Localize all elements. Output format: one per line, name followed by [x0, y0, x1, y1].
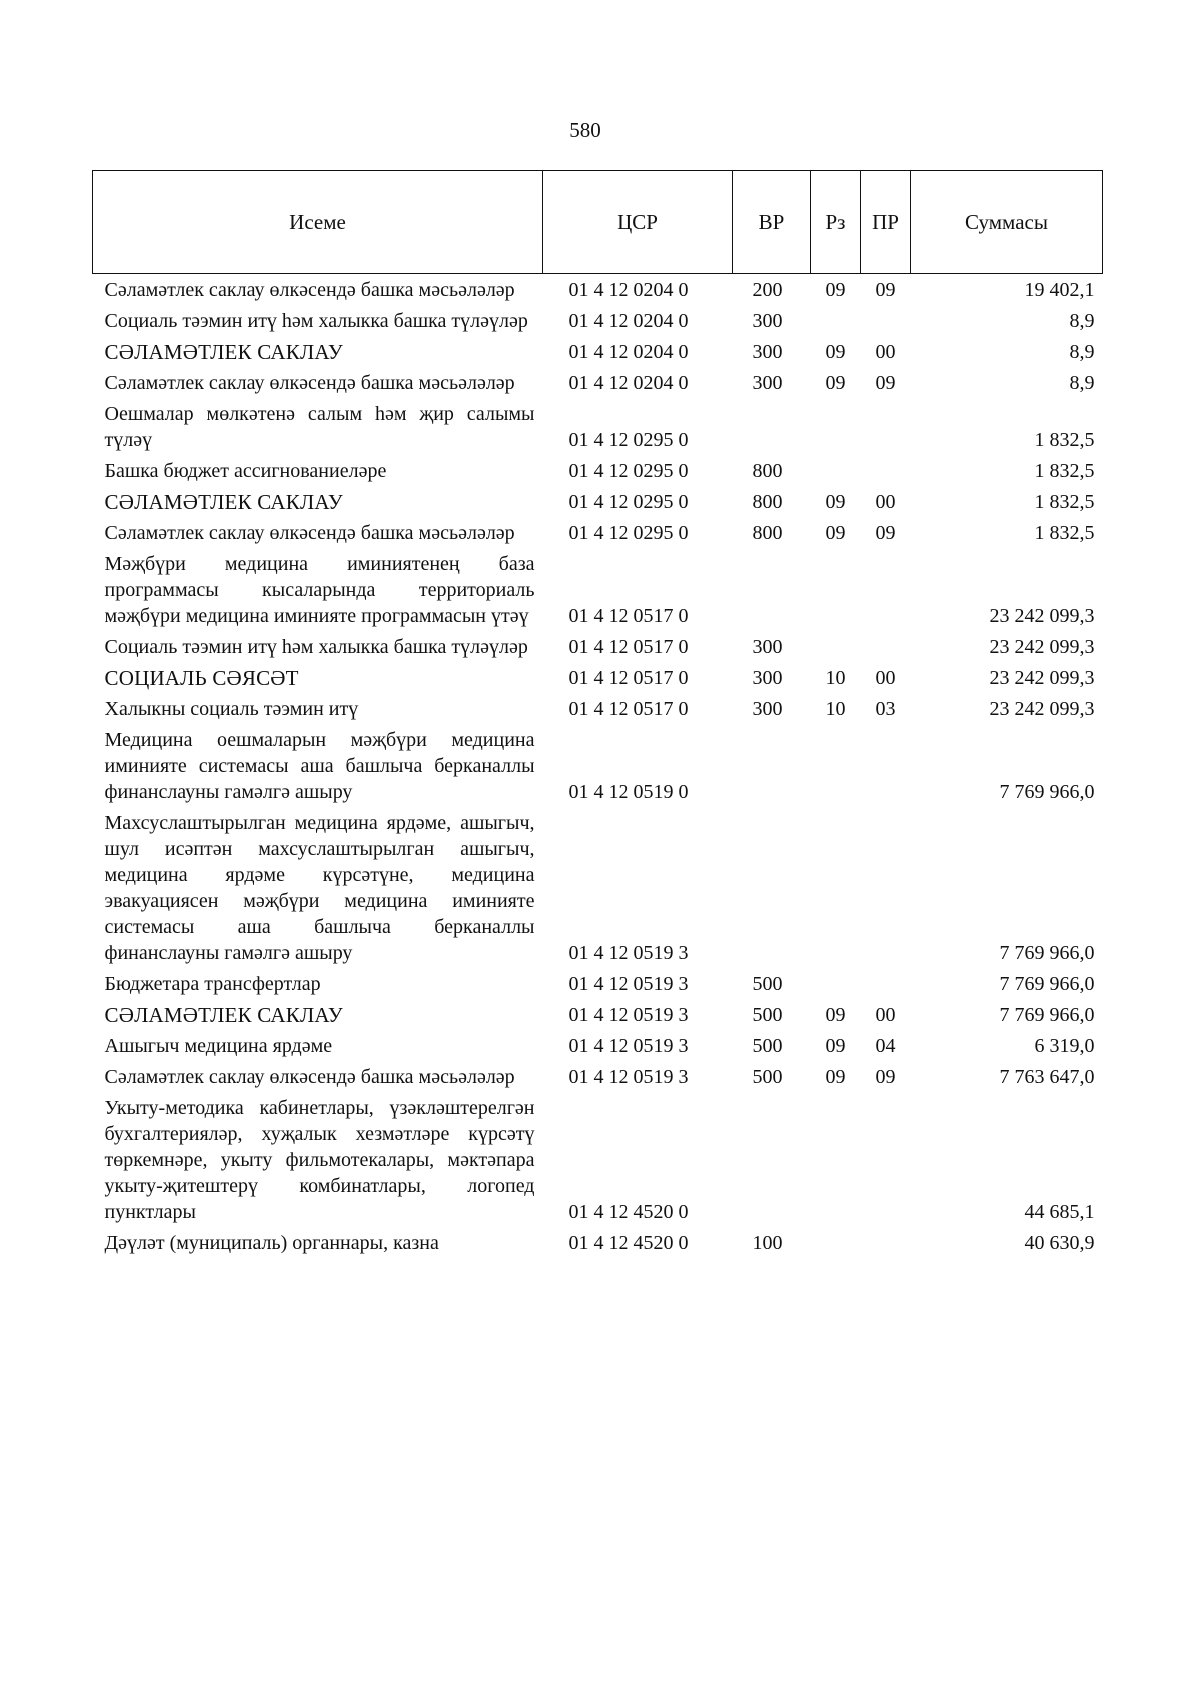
cell-pr [861, 724, 911, 807]
cell-name: Социаль тәэмин итү һәм халыкка башка түләүләр [104, 636, 528, 658]
cell-sum: 8,9 [1069, 310, 1095, 332]
table-row [93, 486, 1103, 517]
cell-pr [861, 398, 911, 455]
cell-rz [811, 1227, 861, 1258]
cell-sum: 7 769 966,0 [999, 1004, 1095, 1026]
cell-sum: 7 763 647,0 [999, 1066, 1095, 1088]
cell-csr: 01 4 12 0517 0 [568, 636, 689, 658]
table-row [93, 548, 1103, 631]
cell-name: Башка бюджет ассигнованиеләре [104, 460, 387, 482]
table-row [93, 999, 1103, 1030]
cell-pr: 09 [875, 372, 896, 394]
cell-rz [811, 455, 861, 486]
cell-pr [861, 548, 911, 631]
cell-vr: 500 [752, 1035, 783, 1057]
cell-vr: 800 [752, 522, 783, 544]
header-name: Исеме [93, 171, 543, 274]
cell-rz [811, 968, 861, 999]
cell-csr: 01 4 12 4520 0 [568, 1232, 689, 1254]
cell-rz [811, 724, 861, 807]
cell-pr: 00 [875, 341, 896, 363]
cell-vr: 300 [752, 341, 783, 363]
cell-sum: 8,9 [1069, 372, 1095, 394]
cell-csr: 01 4 12 0295 0 [568, 522, 689, 544]
cell-vr [733, 398, 811, 455]
cell-rz: 09 [825, 279, 846, 301]
cell-vr: 300 [752, 698, 783, 720]
cell-rz: 09 [825, 522, 846, 544]
table-row [93, 1227, 1103, 1258]
table-row [93, 724, 1103, 807]
cell-vr [733, 1092, 811, 1227]
cell-sum: 23 242 099,3 [989, 698, 1095, 720]
cell-vr: 500 [752, 1004, 783, 1026]
table-row [93, 517, 1103, 548]
cell-vr [733, 548, 811, 631]
table-row [93, 693, 1103, 724]
cell-sum: 44 685,1 [1024, 1201, 1095, 1223]
table-row [93, 807, 1103, 968]
header-csr: ЦСР [543, 171, 733, 274]
cell-pr: 00 [875, 667, 896, 689]
table-body [93, 274, 1103, 1259]
cell-csr: 01 4 12 4520 0 [568, 1201, 689, 1223]
cell-csr: 01 4 12 0204 0 [568, 279, 689, 301]
cell-csr: 01 4 12 0519 0 [568, 781, 689, 803]
cell-csr: 01 4 12 0204 0 [568, 372, 689, 394]
cell-pr: 09 [875, 522, 896, 544]
cell-sum: 19 402,1 [1024, 279, 1095, 301]
cell-rz: 10 [825, 667, 846, 689]
cell-sum: 1 832,5 [1034, 460, 1095, 482]
table-row [93, 1030, 1103, 1061]
cell-name: Махсуслаштырылган медицина ярдәме, ашыгыч, шул исәптән махсуслаштырылган ашыгыч, медицина ярдәме күрсәтүне, медицина эвакуациясен мәҗбүри медицина иминияте системасы аша башлыча берканаллы финанслауны гамәлгә ашыру [104, 812, 535, 964]
cell-sum: 6 319,0 [1034, 1035, 1095, 1057]
cell-sum: 23 242 099,3 [989, 605, 1095, 627]
cell-pr [861, 968, 911, 999]
cell-csr: 01 4 12 0295 0 [568, 491, 689, 513]
cell-sum: 7 769 966,0 [999, 973, 1095, 995]
header-pr: ПР [861, 171, 911, 274]
cell-csr: 01 4 12 0517 0 [568, 605, 689, 627]
table-row [93, 662, 1103, 693]
budget-table [92, 170, 1103, 1258]
cell-sum: 1 832,5 [1034, 522, 1095, 544]
cell-pr [861, 631, 911, 662]
cell-pr [861, 807, 911, 968]
cell-pr: 00 [875, 1004, 896, 1026]
cell-name: Дәүләт (муниципаль) органнары, казна [104, 1232, 439, 1254]
cell-name: Сәламәтлек саклау өлкәсендә башка мәсьәләләр [104, 279, 515, 301]
cell-sum: 8,9 [1069, 341, 1095, 363]
cell-pr: 00 [875, 491, 896, 513]
cell-csr: 01 4 12 0204 0 [568, 341, 689, 363]
cell-csr: 01 4 12 0519 3 [568, 1066, 689, 1088]
cell-vr: 200 [752, 279, 783, 301]
cell-csr: 01 4 12 0295 0 [568, 429, 689, 451]
cell-csr: 01 4 12 0517 0 [568, 698, 689, 720]
cell-name: СӘЛАМӘТЛЕК САКЛАУ [104, 340, 343, 364]
cell-pr [861, 1227, 911, 1258]
cell-rz [811, 548, 861, 631]
cell-rz [811, 631, 861, 662]
cell-rz: 09 [825, 1035, 846, 1057]
cell-sum: 23 242 099,3 [989, 636, 1095, 658]
table-row [93, 1061, 1103, 1092]
cell-csr: 01 4 12 0295 0 [568, 460, 689, 482]
cell-name: СОЦИАЛЬ СӘЯСӘТ [104, 666, 299, 690]
cell-vr: 300 [752, 636, 783, 658]
cell-rz: 09 [825, 1004, 846, 1026]
cell-rz: 10 [825, 698, 846, 720]
cell-sum: 7 769 966,0 [999, 942, 1095, 964]
cell-name: Халыкны социаль тәэмин итү [104, 698, 359, 720]
cell-name: Медицина оешмаларын мәҗбүри медицина иминияте системасы аша башлыча берканаллы финанслауны гамәлгә ашыру [104, 729, 535, 803]
cell-sum: 1 832,5 [1034, 491, 1095, 513]
cell-name: Укыту-методика кабинетлары, үзәкләштерелгән бухгалтерияләр, хуҗалык хезмәтләре күрсәтү төркемнәре, укыту фильмотекалары, мәктәпара укыту-җитештерү комбинатлары, логопед пунктлары [104, 1097, 535, 1223]
cell-pr: 09 [875, 1066, 896, 1088]
cell-pr: 04 [875, 1035, 896, 1057]
cell-vr: 500 [752, 973, 783, 995]
cell-name: Сәламәтлек саклау өлкәсендә башка мәсьәләләр [104, 522, 515, 544]
cell-vr: 800 [752, 491, 783, 513]
cell-name: Сәламәтлек саклау өлкәсендә башка мәсьәләләр [104, 1066, 515, 1088]
header-row [93, 171, 1103, 274]
cell-rz: 09 [825, 341, 846, 363]
cell-rz: 09 [825, 1066, 846, 1088]
table-row [93, 398, 1103, 455]
cell-vr: 300 [752, 372, 783, 394]
cell-csr: 01 4 12 0519 3 [568, 1004, 689, 1026]
table-row [93, 336, 1103, 367]
budget-table-container [92, 170, 1102, 1258]
cell-csr: 01 4 12 0517 0 [568, 667, 689, 689]
header-rz: Рз [811, 171, 861, 274]
cell-name: Ашыгыч медицина ярдәме [104, 1035, 333, 1057]
header-sum: Суммасы [911, 171, 1103, 274]
cell-rz [811, 1092, 861, 1227]
cell-rz: 09 [825, 372, 846, 394]
cell-vr: 300 [752, 310, 783, 332]
cell-rz [811, 807, 861, 968]
cell-name: Мәҗбүри медицина иминиятенең база программасы кысаларында территориаль мәҗбүри медицина иминияте программасын үтәү [104, 553, 535, 627]
table-row [93, 305, 1103, 336]
table-row [93, 1092, 1103, 1227]
cell-name: СӘЛАМӘТЛЕК САКЛАУ [104, 1003, 343, 1027]
cell-name: Социаль тәэмин итү һәм халыкка башка түләүләр [104, 310, 528, 332]
cell-sum: 23 242 099,3 [989, 667, 1095, 689]
cell-csr: 01 4 12 0204 0 [568, 310, 689, 332]
cell-pr [861, 455, 911, 486]
cell-sum: 1 832,5 [1034, 429, 1095, 451]
cell-vr [733, 724, 811, 807]
cell-name: СӘЛАМӘТЛЕК САКЛАУ [104, 490, 343, 514]
table-row [93, 455, 1103, 486]
cell-name: Бюджетара трансфертлар [104, 973, 321, 995]
table-header [93, 171, 1103, 274]
cell-sum: 7 769 966,0 [999, 781, 1095, 803]
cell-vr [733, 807, 811, 968]
header-vr: ВР [733, 171, 811, 274]
cell-rz: 09 [825, 491, 846, 513]
cell-rz [811, 398, 861, 455]
table-row [93, 274, 1103, 306]
cell-csr: 01 4 12 0519 3 [568, 1035, 689, 1057]
cell-name: Оешмалар мөлкәтенә салым һәм җир салымы түләү [104, 403, 535, 451]
table-row [93, 968, 1103, 999]
table-row [93, 631, 1103, 662]
cell-pr: 09 [875, 279, 896, 301]
cell-vr: 100 [752, 1232, 783, 1254]
table-row [93, 367, 1103, 398]
cell-sum: 40 630,9 [1024, 1232, 1095, 1254]
cell-vr: 800 [752, 460, 783, 482]
cell-pr [861, 305, 911, 336]
cell-pr: 03 [875, 698, 896, 720]
cell-vr: 500 [752, 1066, 783, 1088]
cell-name: Сәламәтлек саклау өлкәсендә башка мәсьәләләр [104, 372, 515, 394]
cell-csr: 01 4 12 0519 3 [568, 942, 689, 964]
page-number: 580 [569, 118, 601, 142]
cell-pr [861, 1092, 911, 1227]
cell-vr: 300 [752, 667, 783, 689]
cell-csr: 01 4 12 0519 3 [568, 973, 689, 995]
cell-rz [811, 305, 861, 336]
